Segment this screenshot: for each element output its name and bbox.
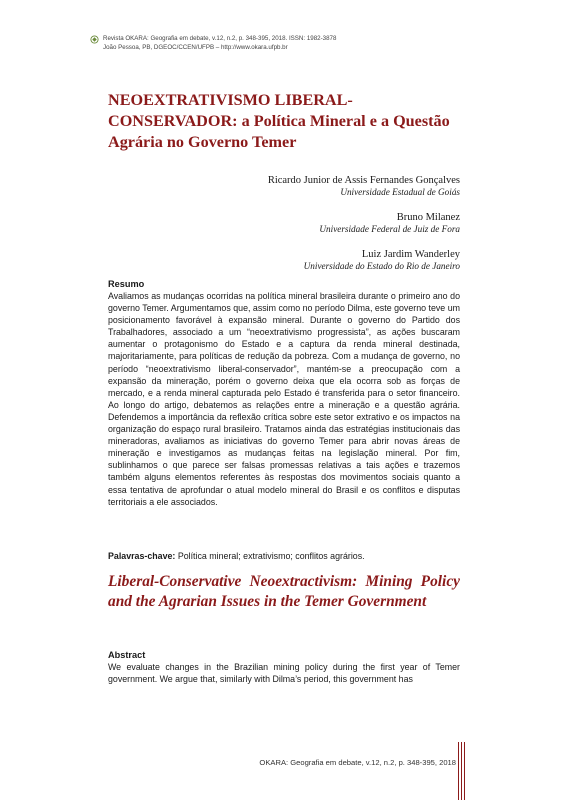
author-entry	[120, 174, 460, 198]
author-affiliation: Universidade Estadual de Goiás	[340, 187, 460, 197]
abstract-section	[108, 650, 460, 685]
footer-decoration	[458, 742, 468, 800]
keywords-line	[108, 550, 460, 562]
abstract-text: We evaluate changes in the Brazilian mining policy during the first year of Temer government. We argue that, similarly with Dilma’s period, this government has	[108, 662, 460, 685]
article-title-pt: NEOEXTRATIVISMO LIBERAL-CONSERVADOR: a Política Mineral e a Questão Agrária no Governo Temer	[108, 91, 450, 151]
header-citation: Revista OKARA: Geografia em debate, v.12, n.2, p. 348-395, 2018. ISSN: 1982-3878	[103, 35, 337, 42]
journal-logo-icon	[90, 35, 99, 44]
author-affiliation: Universidade do Estado do Rio de Janeiro	[303, 261, 460, 271]
abstract-heading: Abstract	[108, 650, 146, 660]
author-name: Bruno Milanez	[396, 212, 460, 223]
author-affiliation: Universidade Federal de Juiz de Fora	[319, 224, 460, 234]
journal-header	[103, 35, 463, 52]
author-name: Luiz Jardim Wanderley	[361, 249, 460, 260]
keywords-label: Palavras-chave:	[108, 551, 176, 561]
author-list	[120, 174, 460, 285]
author-entry	[120, 248, 460, 272]
resumo-text: Avaliamos as mudanças ocorridas na política mineral brasileira durante o primeiro ano do governo Temer. Argumentamos que, assim como no período Dilma, este governo teve um posicionamento favorável à expansão mineral. Durante o governo do Partido dos Trabalhadores, associado a um “neoextrativismo progressista”, as ações buscaram aumentar o protagonismo do Estado e a captura da renda mineral destinada, majoritariamente, para políticas de redução da pobreza. Com a mudança de governo, no período “neoextrativismo liberal-conservador”, mantém-se a preocupação com a expansão da mineração, porém o governo deixa que ela ocorra sob as forças de mercado, e a renda mineral capturada pelo Estado é transferida para o setor financeiro. Ao longo do artigo, debatemos as relações entre a mineração e a questão agrária. Defendemos a importância da reflexão crítica sobre este setor extrativo e os impactos na organização do espaço rural brasileiro. Tratamos ainda das estratégias institucionais das mineradoras, avaliamos as iniciativas do governo Temer para abrir novas áreas de mineração e investigamos as mudanças feitas na legislação mineral. Por fim, sublinhamos o que parece ser falsas promessas relativas a tais ações e trazemos também alguns elementos referentes às respostas dos movimentos sociais quanto a essa tentativa de aprofundar o atual modelo mineral do Brasil e os conflitos e disputas territoriais a ele associados.	[108, 291, 460, 507]
keywords-text: Política mineral; extrativismo; conflitos agrários.	[175, 551, 365, 561]
resumo-section	[108, 279, 460, 508]
header-location: João Pessoa, PB, DGEOC/CCEN/UFPB – http://www.okara.ufpb.br	[103, 43, 288, 51]
page-footer: OKARA: Geografia em debate, v.12, n.2, p. 348-395, 2018	[259, 758, 456, 767]
resumo-heading: Resumo	[108, 279, 145, 289]
author-entry	[120, 211, 460, 235]
author-name: Ricardo Junior de Assis Fernandes Gonçalves	[267, 175, 460, 186]
article-title-en: Liberal-Conservative Neoextractivism: Mining Policy and the Agrarian Issues in the Temer Government	[108, 573, 460, 610]
